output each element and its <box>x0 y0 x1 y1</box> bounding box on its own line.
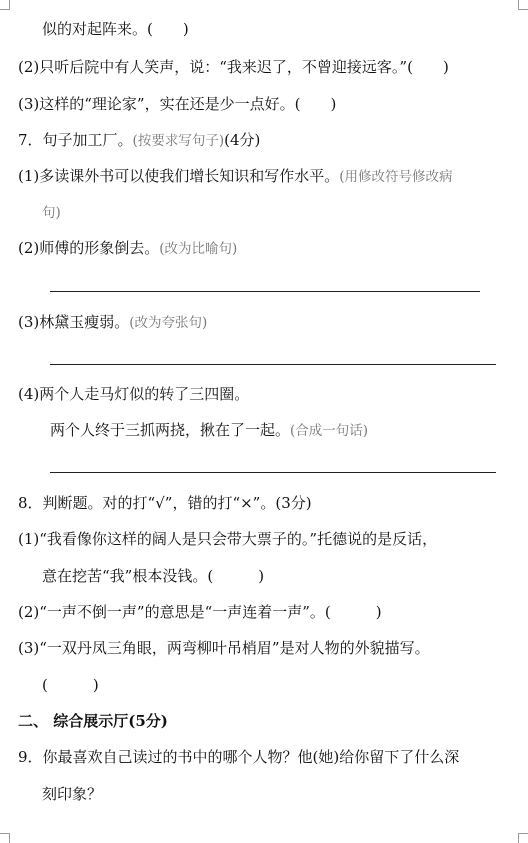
question-9: 9．你最喜欢自己读过的书中的哪个人物？他(她)给你留下了什么深 <box>18 748 460 766</box>
q8-item-1: (1)“我看像你这样的阔人是只会带大票子的。”托德说的是反话， <box>18 530 438 548</box>
q7-item-3-instruction: (改为夸张句) <box>129 315 208 331</box>
q8-item-1-continuation: 意在挖苦“我”根本没钱。( ) <box>42 567 265 585</box>
question-9-continuation: 刻印象？ <box>42 785 103 803</box>
q7-item-2-instruction: (改为比喻句) <box>159 241 238 257</box>
answer-line-2[interactable] <box>50 364 496 365</box>
question-7-heading: 7．句子加工厂。(按要求写句子)(4分) <box>18 131 261 149</box>
q7-item-4-second-sentence: 两个人终于三抓两挠，揪在了一起。(合成一句话) <box>50 421 369 439</box>
crop-mark-top-left <box>0 0 10 10</box>
q7-item-3: (3)林黛玉瘦弱。(改为夸张句) <box>18 313 208 331</box>
question-8-heading: 8．判断题。对的打“√”，错的打“×”。(3分) <box>18 494 312 512</box>
q7-item-1: (1)多读课外书可以使我们增长知识和写作水平。(用修改符号修改病 <box>18 167 453 185</box>
q7-item-1-instruction: (用修改符号修改病 <box>339 169 453 185</box>
question-7-instruction: (按要求写句子) <box>132 133 225 149</box>
q8-item-3-answer-blank: ( ) <box>42 676 99 694</box>
answer-line-1[interactable] <box>50 291 480 292</box>
q6-item-2: (2)只听后院中有人笑声，说：“我来迟了，不曾迎接远客。”( ) <box>18 58 449 76</box>
q7-item-4-instruction: (合成一句话) <box>290 423 369 439</box>
section-2-heading: 二、 综合展示厅(5分) <box>18 712 168 730</box>
q7-item-2: (2)师傅的形象倒去。(改为比喻句) <box>18 239 238 257</box>
q8-item-2: (2)“一声不倒一声”的意思是“一声连着一声”。( ) <box>18 603 382 621</box>
q6-item-3: (3)这样的“理论家”，实在还是少一点好。( ) <box>18 95 337 113</box>
crop-mark-bottom-left <box>0 833 10 843</box>
q7-item-1-instruction-end: 句) <box>42 205 61 221</box>
q8-item-3: (3)“一双丹凤三角眼，两弯柳叶吊梢眉”是对人物的外貌描写。 <box>18 639 430 657</box>
q7-item-4: (4)两个人走马灯似的转了三四圈。 <box>18 385 250 403</box>
answer-line-3[interactable] <box>50 472 496 473</box>
crop-mark-bottom-right <box>518 833 528 843</box>
crop-mark-top-right <box>518 0 528 10</box>
q6-item-1-continuation: 似的对起阵来。( ) <box>42 20 189 38</box>
